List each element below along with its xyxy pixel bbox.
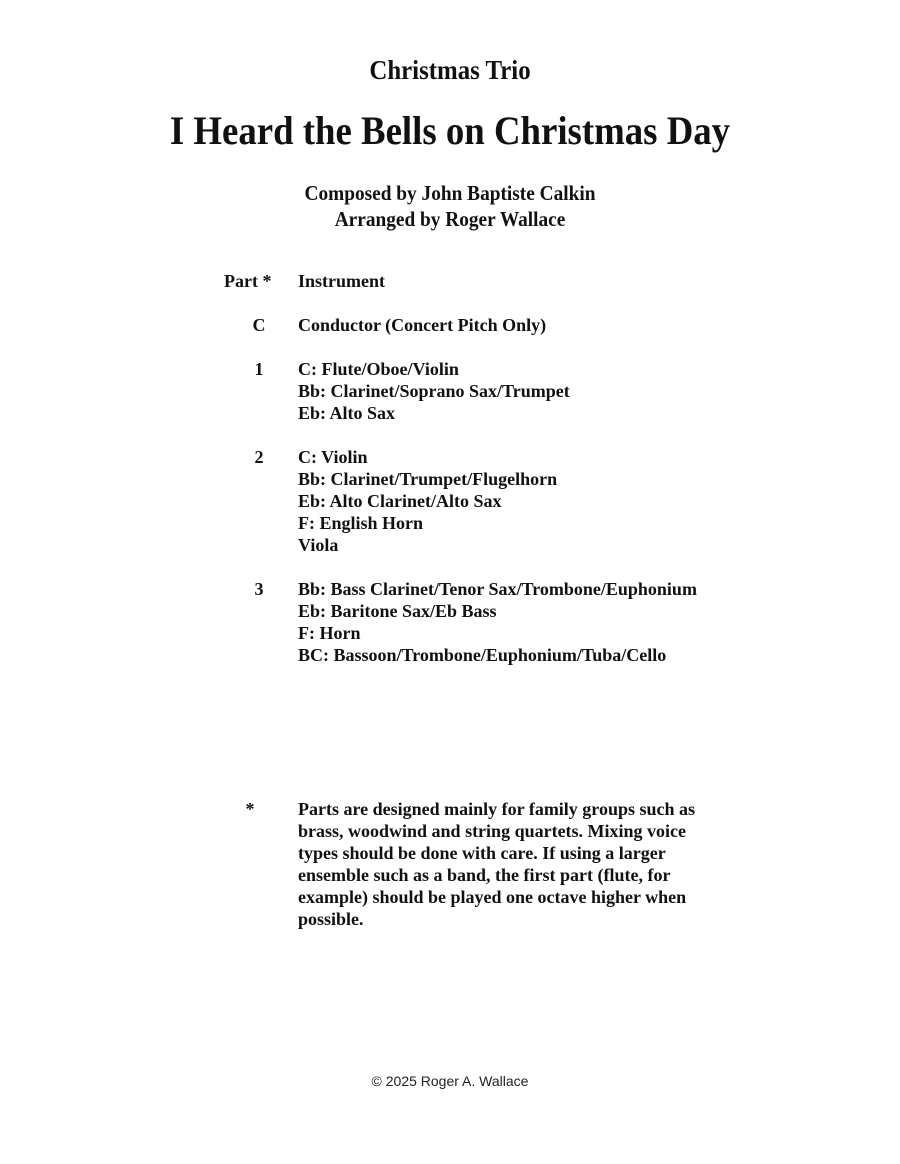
- part-column-header: Part *: [224, 271, 272, 291]
- instrument-list: [298, 446, 780, 556]
- instrument-entry: F: Horn: [298, 623, 361, 643]
- footnote-line: example) should be played one octave higher when: [298, 887, 687, 907]
- instrument-entry: C: Violin: [298, 447, 368, 467]
- table-row: [220, 446, 780, 556]
- instrument-entry: F: English Horn: [298, 513, 424, 533]
- part-label: C: [252, 315, 266, 335]
- instrument-entry: BC: Bassoon/Trombone/Euphonium/Tuba/Cello: [298, 645, 667, 665]
- parts-table-header: [220, 270, 780, 292]
- instrument-entry: Eb: Alto Sax: [298, 403, 396, 423]
- footnote-line: Parts are designed mainly for family groups such as: [298, 799, 696, 819]
- instrument-entry: Viola: [298, 535, 339, 555]
- footnote-line: possible.: [298, 909, 364, 929]
- footnote-line: brass, woodwind and string quartets. Mixing voice: [298, 821, 687, 841]
- instrument-list: [298, 578, 780, 666]
- part-label: 1: [254, 359, 264, 379]
- composer-credit: Composed by John Baptiste Calkin: [304, 181, 596, 205]
- footnote: [220, 798, 740, 930]
- instrument-list: [298, 358, 780, 424]
- footnote-line: ensemble such as a band, the first part (flute, for: [298, 865, 671, 885]
- table-row: [220, 314, 780, 336]
- instrument-entry: Conductor (Concert Pitch Only): [298, 315, 547, 335]
- page-title: I Heard the Bells on Christmas Day: [169, 108, 731, 153]
- footnote-text: [280, 798, 740, 930]
- instrument-entry: Eb: Alto Clarinet/Alto Sax: [298, 491, 502, 511]
- series-title: Christmas Trio: [369, 55, 531, 85]
- arranger-credit: Arranged by Roger Wallace: [334, 207, 566, 231]
- instrument-entry: Bb: Clarinet/Soprano Sax/Trumpet: [298, 381, 570, 401]
- credits: [36, 180, 864, 232]
- part-label: 3: [254, 579, 264, 599]
- table-row: [220, 578, 780, 666]
- instrument-entry: Bb: Bass Clarinet/Tenor Sax/Trombone/Euphonium: [298, 579, 697, 599]
- instrument-entry: Eb: Baritone Sax/Eb Bass: [298, 601, 497, 621]
- instrument-entry: C: Flute/Oboe/Violin: [298, 359, 459, 379]
- parts-table: [220, 270, 780, 666]
- footnote-line: types should be done with care. If using a larger: [298, 843, 666, 863]
- instrument-entry: Bb: Clarinet/Trumpet/Flugelhorn: [298, 469, 558, 489]
- instrument-list: [298, 314, 780, 336]
- instrument-column-header: Instrument: [298, 271, 386, 291]
- copyright-footer: © 2025 Roger A. Wallace: [371, 1073, 529, 1089]
- table-row: [220, 358, 780, 424]
- part-label: 2: [254, 447, 264, 467]
- footnote-marker: *: [245, 799, 255, 819]
